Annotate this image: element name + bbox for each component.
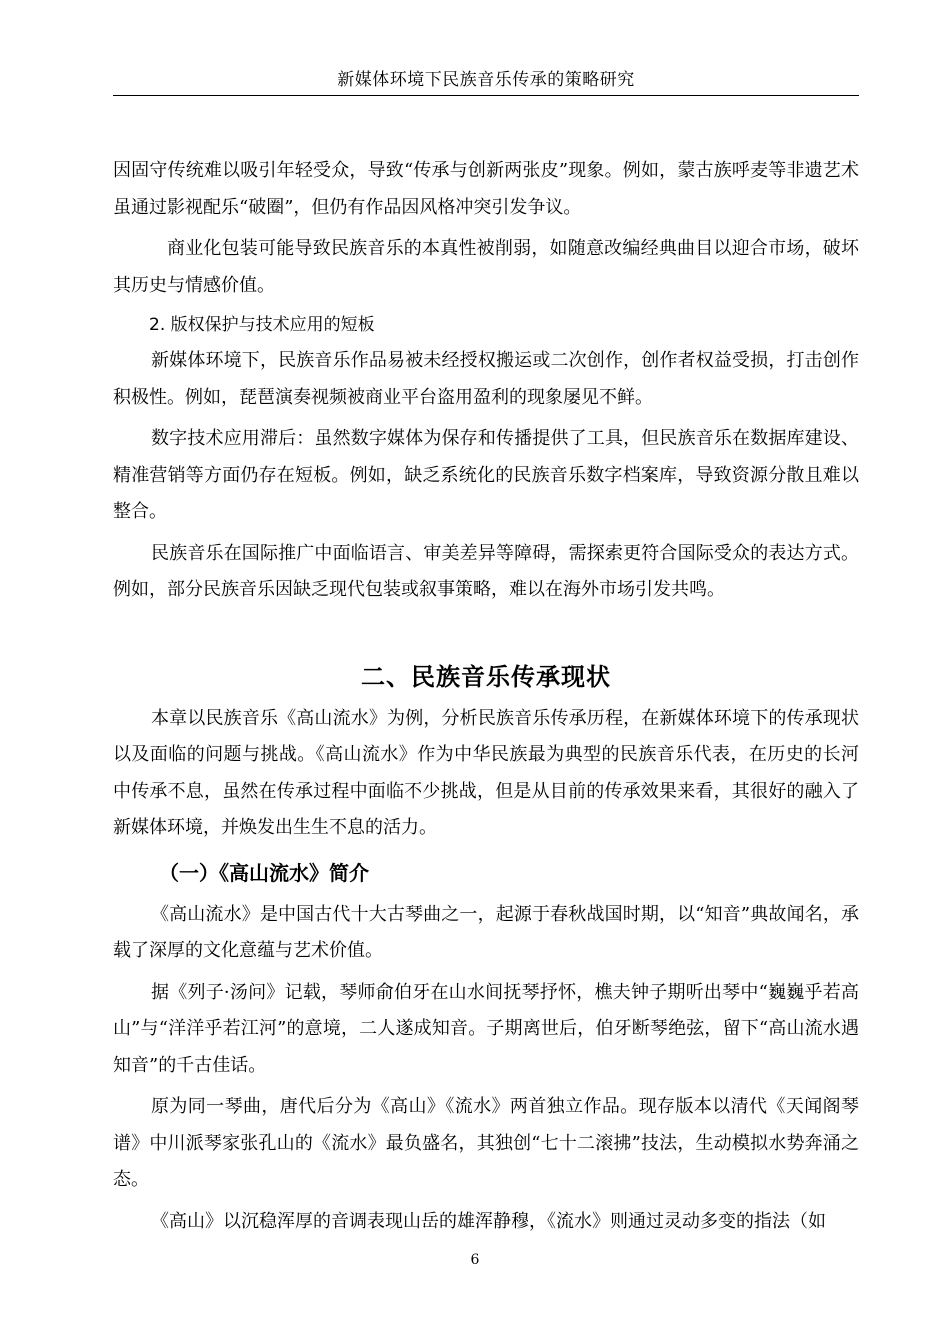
paragraph: 《高山流水》是中国古代十大古琴曲之一，起源于春秋战国时期，以“知音”典故闻名，承载了深厚的文化意蕴与艺术价值。 — [113, 903, 859, 961]
section-title: （一）《高山流水》简介 — [159, 860, 369, 885]
paragraph: 数字技术应用滞后：虽然数字媒体为保存和传播提供了工具，但民族音乐在数据库建设、精准营销等方面仍存在短板。例如，缺乏系统化的民族音乐数字档案库，导致资源分散且难以整合。 — [113, 428, 859, 522]
body-text — [113, 153, 859, 1240]
header-rule — [113, 95, 859, 96]
subsection-heading: 2. 版权保护与技术应用的短板 — [149, 315, 375, 335]
running-header: 新媒体环境下民族音乐传承的策略研究 — [337, 70, 635, 90]
paragraph: 因固守传统难以吸引年轻受众，导致“传承与创新两张皮”现象。例如，蒙古族呼麦等非遗艺术虽通过影视配乐“破圈”，但仍有作品因风格冲突引发争议。 — [113, 160, 859, 218]
paragraph: 据《列子·汤问》记载，琴师俞伯牙在山水间抚琴抒怀，樵夫钟子期听出琴中“巍巍乎若高山”与“洋洋乎若江河”的意境，二人遂成知音。子期离世后，伯牙断琴绝弦，留下“高山流水遇知音”的千古佳话。 — [113, 981, 859, 1076]
paragraph: 民族音乐在国际推广中面临语言、审美差异等障碍，需探索更符合国际受众的表达方式。例如，部分民族音乐因缺乏现代包装或叙事策略，难以在海外市场引发共鸣。 — [113, 542, 859, 600]
paragraph: 商业化包装可能导致民族音乐的本真性被削弱，如随意改编经典曲目以迎合市场，破坏其历史与情感价值。 — [113, 238, 859, 296]
paragraph: 新媒体环境下，民族音乐作品易被未经授权搬运或二次创作，创作者权益受损，打击创作积极性。例如，琵琶演奏视频被商业平台盗用盈利的现象屡见不鲜。 — [113, 350, 859, 408]
page-number: 6 — [470, 1252, 480, 1268]
chapter-title: 二、民族音乐传承现状 — [361, 662, 611, 691]
paragraph: 本章以民族音乐《高山流水》为例，分析民族音乐传承历程，在新媒体环境下的传承现状以及面临的问题与挑战。《高山流水》作为中华民族最为典型的民族音乐代表，在历史的长河中传承不息，虽然在传承过程中面临不少挑战，但是从目前的传承效果来看，其很好的融入了新媒体环境，并焕发出生生不息的活力。 — [113, 707, 859, 838]
paragraph: 原为同一琴曲，唐代后分为《高山》《流水》两首独立作品。现存版本以清代《天闻阁琴谱》中川派琴家张孔山的《流水》最负盛名，其独创“七十二滚拂”技法，生动模拟水势奔涌之态。 — [113, 1096, 859, 1190]
paragraph: 《高山》以沉稳浑厚的音调表现山岳的雄浑静穆，《流水》则通过灵动多变的指法（如 — [151, 1210, 826, 1232]
